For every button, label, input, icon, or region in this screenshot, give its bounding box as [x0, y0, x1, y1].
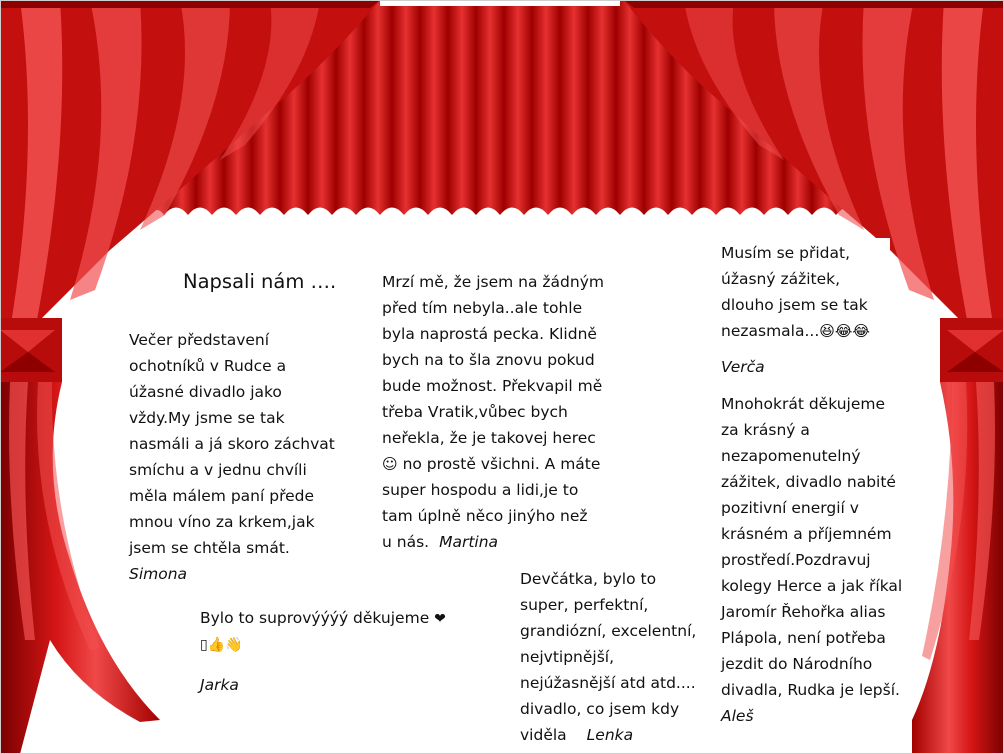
note-line: smíchu a v jednu chvíli	[129, 461, 307, 479]
note-line: nezapomenutelný	[721, 447, 861, 465]
note-line: bych na to šla znovu pokud	[382, 351, 595, 369]
note-jarka	[200, 605, 446, 698]
note-line: super, perfektní,	[520, 596, 649, 614]
smiley-icon: ☺	[382, 455, 398, 473]
note-line: Večer představení	[129, 331, 270, 349]
note-line: Devčátka, bylo to	[520, 570, 657, 588]
note-line: tam úplně něco jinýho než	[382, 507, 588, 525]
note-line	[382, 451, 604, 477]
note-line: Plápola, není potřeba	[721, 629, 886, 647]
note-line: úžasný zážitek,	[721, 270, 841, 288]
note-line: nejvtipnější,	[520, 648, 615, 666]
note-line: nasmáli a já skoro záchvat	[129, 435, 335, 453]
note-line-text: Bylo to suprovýýýý děkujeme	[200, 609, 430, 627]
note-line	[200, 605, 446, 632]
note-verca	[721, 240, 870, 380]
emoji-row: ▯👍👋	[200, 637, 243, 653]
note-line: nejúžasnější atd atd....	[520, 674, 696, 692]
note-line: krásném a příjemném	[721, 525, 892, 543]
signature-martina: Martina	[439, 533, 499, 551]
note-line: úžasné divadlo jako	[129, 383, 282, 401]
signature-jarka: Jarka	[200, 676, 239, 694]
note-line: bude možnost. Překvapil mě	[382, 377, 603, 395]
note-line: pozitivní energií v	[721, 499, 859, 517]
note-line: prostředí.Pozdravuj	[721, 551, 871, 569]
note-line: dlouho jsem se tak	[721, 296, 868, 314]
note-line: Jaromír Řehořka alias	[721, 603, 886, 621]
note-line	[721, 318, 870, 344]
note-line: před tím nebyla..ale tohle	[382, 299, 583, 317]
note-line: grandiózní, excelentní,	[520, 622, 697, 640]
signature-ales: Aleš	[721, 707, 754, 725]
note-lenka	[520, 566, 696, 748]
laughing-emoji-icon: 😆😂😂	[819, 322, 870, 340]
page-title: Napsali nám ….	[183, 270, 337, 293]
note-line-text: no prostě všichni. A máte	[402, 455, 601, 473]
note-line: neřekla, že je takovej herec	[382, 429, 596, 447]
note-line: měla málem paní přede	[129, 487, 315, 505]
note-line: za krásný a	[721, 421, 810, 439]
note-ales	[721, 391, 902, 729]
note-line-text: viděla	[520, 726, 567, 744]
note-line: Musím se přidat,	[721, 244, 851, 262]
note-martina	[382, 269, 604, 555]
note-line: jezdit do Národního	[721, 655, 873, 673]
note-line: třeba Vratik,vůbec bych	[382, 403, 568, 421]
note-line: mnou víno za krkem,jak	[129, 513, 315, 531]
note-line: zážitek, divadlo nabité	[721, 473, 896, 491]
heart-icon: ❤	[434, 611, 446, 627]
signature-verca: Verča	[721, 358, 765, 376]
signature-simona: Simona	[129, 565, 188, 583]
note-line: jsem se chtěla smát.	[129, 539, 290, 557]
note-line: vždy.My jsme se tak	[129, 409, 285, 427]
note-line: ochotníků v Rudce a	[129, 357, 287, 375]
note-line-text: u nás.	[382, 533, 430, 551]
note-line: kolegy Herce a jak říkal	[721, 577, 903, 595]
note-line	[520, 722, 696, 748]
note-line: Mrzí mě, že jsem na žádným	[382, 273, 604, 291]
signature-lenka: Lenka	[586, 726, 634, 744]
note-simona	[129, 327, 335, 587]
note-line: Mnohokrát děkujeme	[721, 395, 886, 413]
note-line: super hospodu a lidi,je to	[382, 481, 579, 499]
note-line-text: nezasmala...	[721, 322, 820, 340]
note-line: divadlo, co jsem kdy	[520, 700, 680, 718]
note-line: divadla, Rudka je lepší.	[721, 681, 900, 699]
note-line: byla naprostá pecka. Klidně	[382, 325, 597, 343]
note-line	[382, 529, 604, 555]
